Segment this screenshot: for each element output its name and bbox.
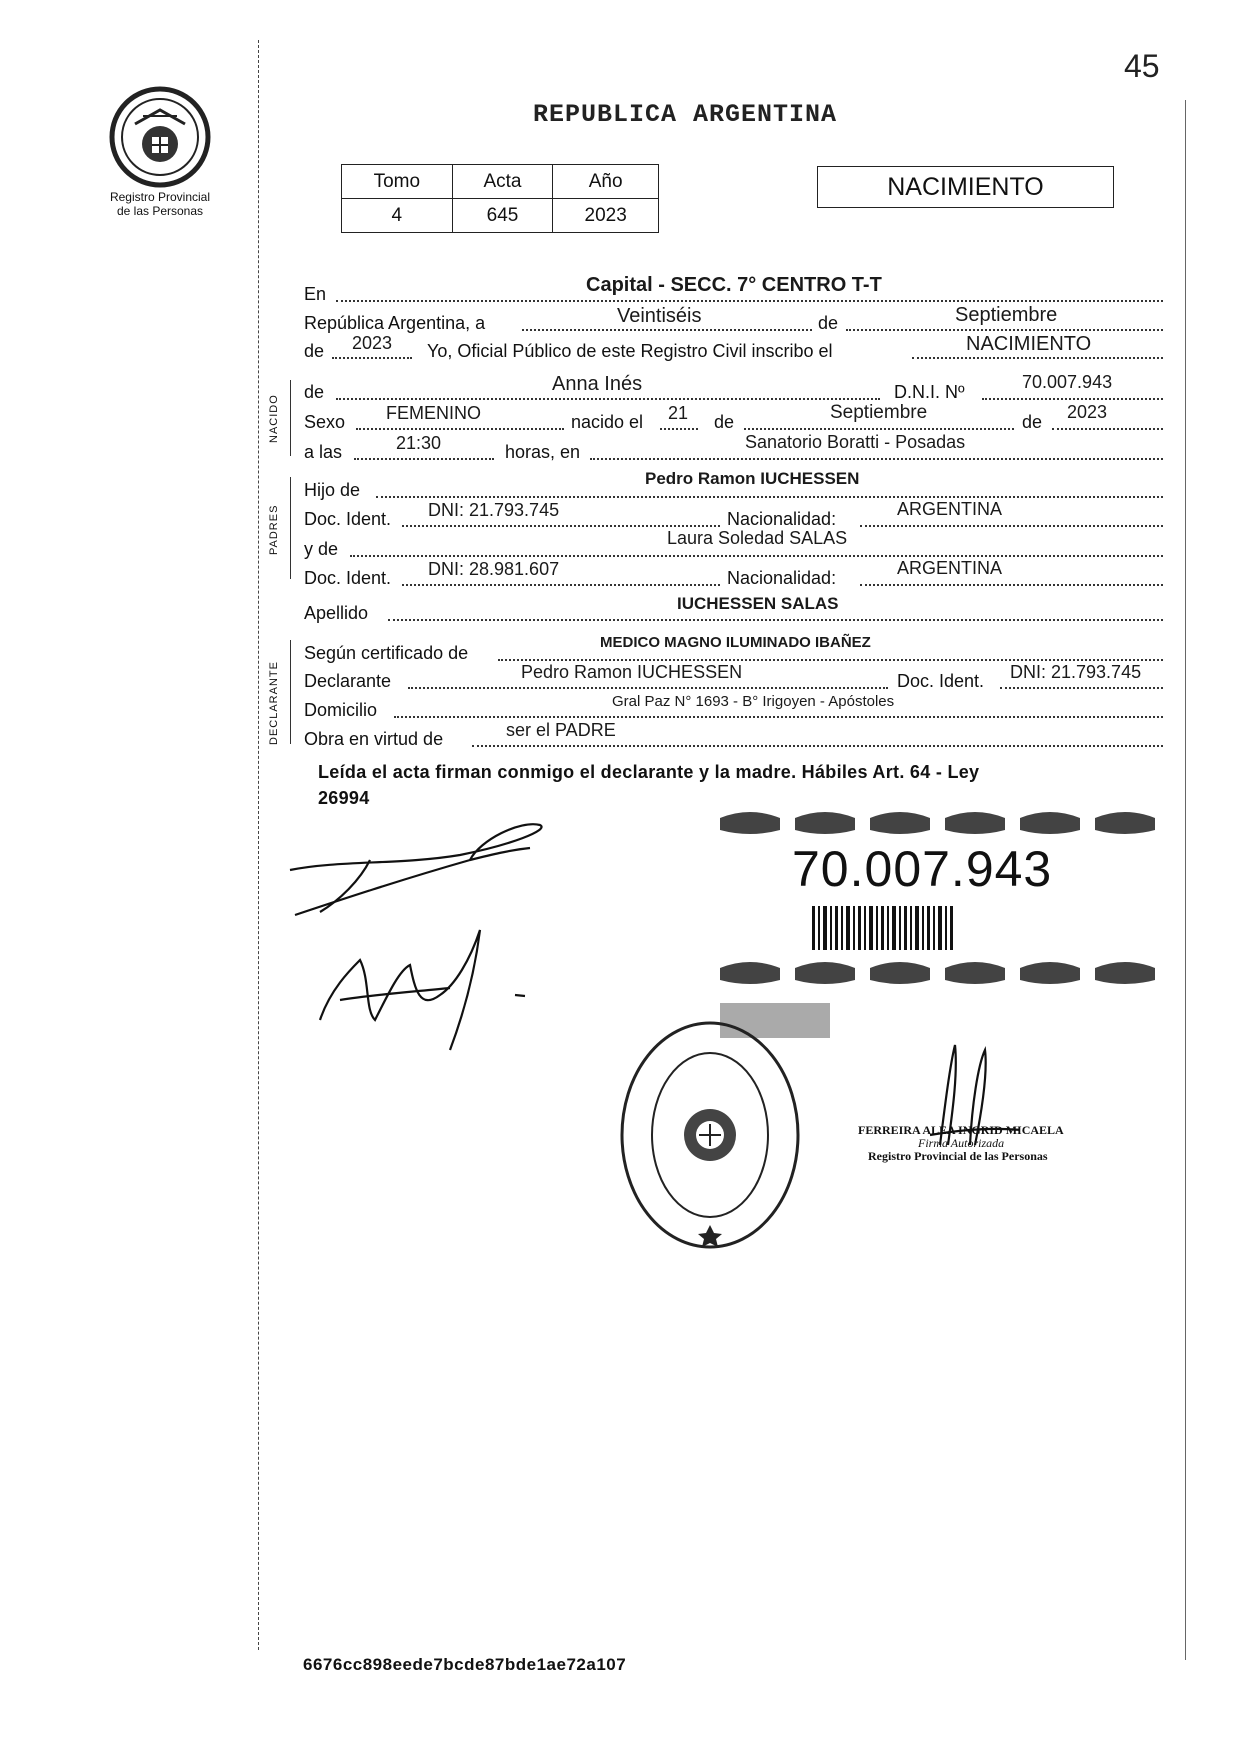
dots-doc-padre — [402, 525, 720, 527]
value-declarante-doc: DNI: 21.793.745 — [1010, 662, 1142, 682]
value-tipo: NACIMIENTO — [966, 333, 1092, 355]
value-dia-nac: 21 — [668, 403, 689, 423]
label-doc-ident-padre: Doc. Ident. — [304, 509, 392, 529]
label-en: En — [304, 284, 327, 304]
document-hash: 6676cc898eede7bcde87bde1ae72a107 — [303, 1655, 627, 1674]
label-de4: de — [714, 412, 735, 432]
value-hora: 21:30 — [396, 433, 442, 453]
closing-line2: 26994 — [318, 788, 370, 808]
crest-caption — [88, 190, 232, 218]
label-dni: D.N.I. Nº — [894, 382, 965, 402]
value-padre-nac: ARGENTINA — [897, 499, 1003, 519]
declarant-signature — [280, 820, 560, 1060]
label-segun: Según certificado de — [304, 643, 469, 663]
value-anio-nac: 2023 — [1067, 402, 1108, 422]
dots-certificado — [498, 659, 1163, 661]
value-lugar-nac: Sanatorio Boratti - Posadas — [745, 432, 966, 452]
dots-dia-nac — [660, 428, 698, 430]
dots-en — [336, 300, 1163, 302]
label-de5: de — [1022, 412, 1043, 432]
value-nombre: Anna Inés — [552, 373, 643, 395]
label-sexo: Sexo — [304, 412, 346, 432]
label-nacido-el: nacido el — [571, 412, 644, 432]
label-domicilio: Domicilio — [304, 700, 378, 720]
label-de2: de — [304, 341, 325, 361]
bracket-padres — [290, 477, 291, 579]
closing-text — [318, 759, 1158, 811]
value-declarante: Pedro Ramon IUCHESSEN — [521, 662, 743, 682]
dots-doc-declarante — [1000, 687, 1163, 689]
dots-domicilio — [394, 716, 1163, 718]
province-crest-icon — [105, 82, 215, 192]
closing-line1: Leída el acta firman conmigo el declarante y la madre. Hábiles Art. 64 - Ley — [318, 762, 980, 782]
dots-nac-padre — [860, 525, 1163, 527]
value-madre-nac: ARGENTINA — [897, 558, 1003, 578]
label-nacionalidad-madre: Nacionalidad: — [727, 568, 837, 588]
crest-caption-line2: de las Personas — [116, 204, 204, 218]
dots-nac-madre — [860, 584, 1163, 586]
label-nacionalidad-padre: Nacionalidad: — [727, 509, 837, 529]
registry-table — [341, 164, 659, 233]
value-dia-letras: Veintiséis — [617, 305, 702, 327]
dots-doc-madre — [402, 584, 720, 586]
dots-obra — [472, 745, 1163, 747]
table-value-acta: 645 — [452, 199, 553, 233]
value-madre-doc: DNI: 28.981.607 — [428, 559, 560, 579]
value-dni: 70.007.943 — [1022, 372, 1113, 392]
left-margin-line — [258, 40, 259, 1650]
label-obra: Obra en virtud de — [304, 729, 444, 749]
value-certificado: MEDICO MAGNO ILUMINADO IBAÑEZ — [600, 634, 871, 651]
value-sexo: FEMENINO — [386, 403, 482, 423]
label-hijo-de: Hijo de — [304, 480, 361, 500]
value-lugar: Capital - SECC. 7° CENTRO T-T — [586, 274, 882, 296]
table-header-anio: Año — [553, 165, 659, 199]
table-value-tomo: 4 — [342, 199, 453, 233]
value-padre-doc: DNI: 21.793.745 — [428, 500, 560, 520]
dots-padre — [376, 496, 1163, 498]
value-obra: ser el PADRE — [506, 720, 616, 740]
table-header-tomo: Tomo — [342, 165, 453, 199]
value-madre: Laura Soledad SALAS — [667, 528, 848, 548]
signer-role: Firma Autorizada — [918, 1136, 1005, 1150]
sticker-number: 70.007.943 — [792, 841, 1053, 897]
dots-hora — [354, 458, 494, 460]
label-de1: de — [818, 313, 839, 333]
dots-declarante — [408, 687, 888, 689]
label-doc-ident-declarante: Doc. Ident. — [897, 671, 985, 691]
label-declarante: Declarante — [304, 671, 392, 691]
table-header-acta: Acta — [452, 165, 553, 199]
label-horas-en: horas, en — [505, 442, 581, 462]
side-label-padres: PADRES — [268, 504, 280, 555]
dots-dia — [522, 329, 812, 331]
bracket-declarante — [290, 640, 291, 744]
crest-caption-line1: Registro Provincial — [109, 190, 211, 204]
document-title: REPUBLICA ARGENTINA — [533, 100, 838, 129]
dots-dni — [982, 398, 1163, 400]
dots-lugar-nac — [590, 458, 1163, 460]
dots-sexo — [356, 428, 564, 430]
label-apellido: Apellido — [304, 603, 369, 623]
dots-madre — [350, 555, 1163, 557]
label-de3: de — [304, 382, 325, 402]
label-doc-ident-madre: Doc. Ident. — [304, 568, 392, 588]
dots-apellido — [388, 619, 1163, 621]
side-label-nacido: NACIDO — [268, 394, 280, 443]
right-margin-line — [1185, 100, 1186, 1660]
label-a-las: a las — [304, 442, 343, 462]
label-republica: República Argentina, a — [304, 313, 486, 333]
dots-tipo — [912, 357, 1163, 359]
label-y-de: y de — [304, 539, 339, 559]
signer-org: Registro Provincial de las Personas — [868, 1149, 1048, 1163]
value-apellido: IUCHESSEN SALAS — [677, 594, 839, 613]
bracket-nacido — [290, 380, 291, 456]
value-mes-nac: Septiembre — [830, 402, 928, 423]
table-value-anio: 2023 — [553, 199, 659, 233]
dots-anio — [332, 357, 412, 359]
value-domicilio: Gral Paz N° 1693 - B° Irigoyen - Apóstoles — [612, 693, 895, 710]
dots-nombre — [336, 398, 880, 400]
dots-mes — [846, 329, 1163, 331]
value-anio: 2023 — [352, 333, 393, 353]
dots-anio-nac — [1052, 428, 1163, 430]
value-mes: Septiembre — [955, 304, 1058, 326]
label-yo: Yo, Oficial Público de este Registro Civil inscribo el — [427, 341, 833, 361]
dots-mes-nac — [744, 428, 1014, 430]
acta-type-box: NACIMIENTO — [817, 166, 1114, 208]
official-seal-icon — [615, 1015, 805, 1255]
side-label-declarante: DECLARANTE — [268, 661, 280, 745]
signer-block — [858, 1124, 1064, 1163]
value-padre: Pedro Ramon IUCHESSEN — [645, 469, 860, 488]
signer-name: FERREIRA ALEA INGRID MICAELA — [858, 1123, 1064, 1137]
page-number: 45 — [1124, 48, 1160, 84]
